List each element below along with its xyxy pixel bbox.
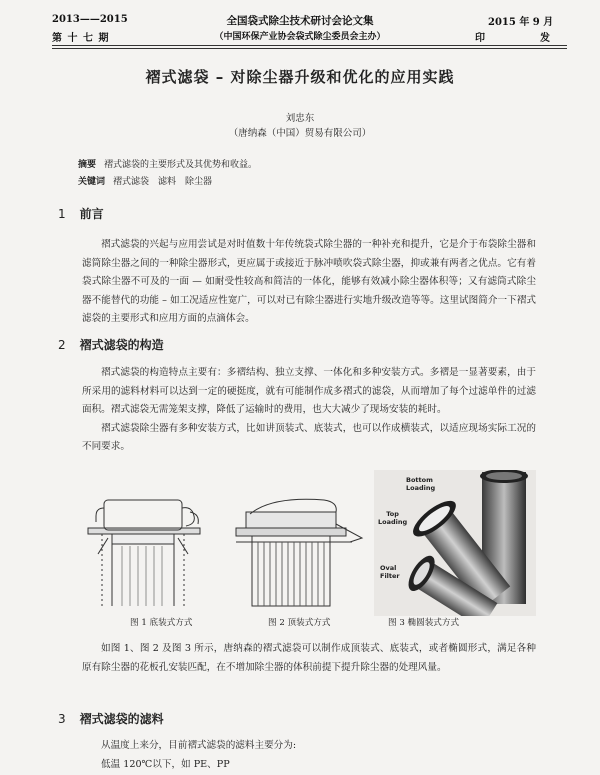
abstract-text: 褶式滤袋的主要形式及其优势和收益。	[104, 160, 258, 170]
keywords-text: 褶式滤袋 滤料 除尘器	[113, 177, 213, 187]
section-2-title: 褶式滤袋的构造	[79, 338, 164, 352]
figure-description-paragraph: 如图 1、图 2 及图 3 所示，唐纳森的褶式滤袋可以制作成顶装式、底装式，或者椭圆形式，满足各种原有除尘器的花板孔安装匹配，在不增加除尘器的体积前提下提升除尘器的处理风量。	[82, 643, 536, 673]
figure-1-caption: 图 1 底装式方式	[130, 618, 193, 628]
header-issue-number: 第 十 七 期	[52, 33, 110, 44]
section-2-number: 2	[58, 338, 66, 352]
section-2-paragraph-2: 褶式滤袋除尘器有多种安装方式，比如讲顶装式、底装式，也可以作成横装式，以适应现场实际工况的不同要求。	[82, 422, 536, 453]
section-2-paragraph-1: 褶式滤袋的构造特点主要有：多褶结构、独立支撑、一体化和多种安装方式。多褶是一显著要素，由于所采用的滤料材料可以达到一定的硬挺度，就有可能制作成多褶式的滤袋，从而增加了每个过滤单件的过滤面积。褶式滤袋无需笼架支撑，降低了运输时的费用，也大大减少了现场安装的耗时。	[82, 367, 536, 416]
section-1-title: 前言	[79, 207, 104, 221]
section-2-body	[82, 364, 536, 457]
header-date: 2015 年 9 月	[488, 17, 554, 28]
header-rule-bottom	[52, 48, 567, 49]
figure-3-label-bottom-loading: Bottom Loading	[406, 476, 436, 492]
figure-3-photo-drawing	[374, 470, 536, 616]
section-3-title: 褶式滤袋的滤料	[79, 712, 164, 726]
keywords-line	[78, 174, 212, 187]
section-3-line-2: 低温 120℃以下，如 PE、PP	[101, 759, 230, 770]
section-1-number: 1	[58, 207, 66, 221]
header-print-label-b: 发	[540, 33, 550, 44]
figure-3-label-oval-filter: Oval Filter	[380, 564, 400, 580]
paper-author: 刘忠东	[285, 113, 315, 124]
figure-1-bottom-loading-drawing	[82, 494, 227, 612]
section-1-body	[82, 236, 536, 329]
figure-2-caption: 图 2 顶装式方式	[268, 618, 331, 628]
section-3-line-1: 从温度上来分，目前褶式滤袋的滤料主要分为:	[101, 740, 297, 751]
abstract-label: 摘要	[78, 160, 97, 170]
header-proceedings-title: 全国袋式除尘技术研讨会论文集	[226, 15, 374, 27]
section-1-heading	[58, 205, 104, 222]
section-3-number: 3	[58, 712, 66, 726]
section-3-heading	[58, 710, 164, 727]
figure-3-caption: 图 3 椭圆装式方式	[388, 618, 460, 628]
keywords-label: 关键词	[78, 177, 106, 187]
section-1-paragraph: 褶式滤袋的兴起与应用尝试是对时值数十年传统袋式除尘器的一种补充和提升，它是介于布袋除尘器和滤筒除尘器之间的一种除尘器形式，更应属于或接近于脉冲喷吹袋式除尘器，抑或兼有两者之优点。它有着袋式除尘器不可及的一面 — 如耐受性较高和简洁的一体化，能够有效减小除尘器体积等；又有滤筒式除尘器不能替代的功能 – 如工况适应性宽广，可以对已有除尘器进行实地升级改造等等。这里试图简介一下褶式滤袋的主要形式和应用方面的点滴体会。	[82, 239, 536, 325]
figure-3-oval-filter-photo	[374, 470, 536, 616]
header-rule-top	[52, 45, 567, 46]
figure-2-top-loading-drawing	[232, 494, 377, 612]
header-organizer: （中国环保产业协会袋式除尘委员会主办）	[214, 32, 386, 42]
header-issue-years: 2013——2015	[52, 14, 128, 25]
paper-affiliation: （唐纳森（中国）贸易有限公司）	[228, 128, 372, 139]
section-2-heading	[58, 336, 164, 353]
figure-description-body	[82, 640, 536, 677]
paper-title: 褶式滤袋 – 对除尘器升级和优化的应用实践	[145, 68, 455, 86]
abstract-line	[78, 157, 257, 170]
figure-3-label-top-loading: Top Loading	[378, 510, 408, 526]
header-print-label-a: 印	[475, 33, 485, 44]
